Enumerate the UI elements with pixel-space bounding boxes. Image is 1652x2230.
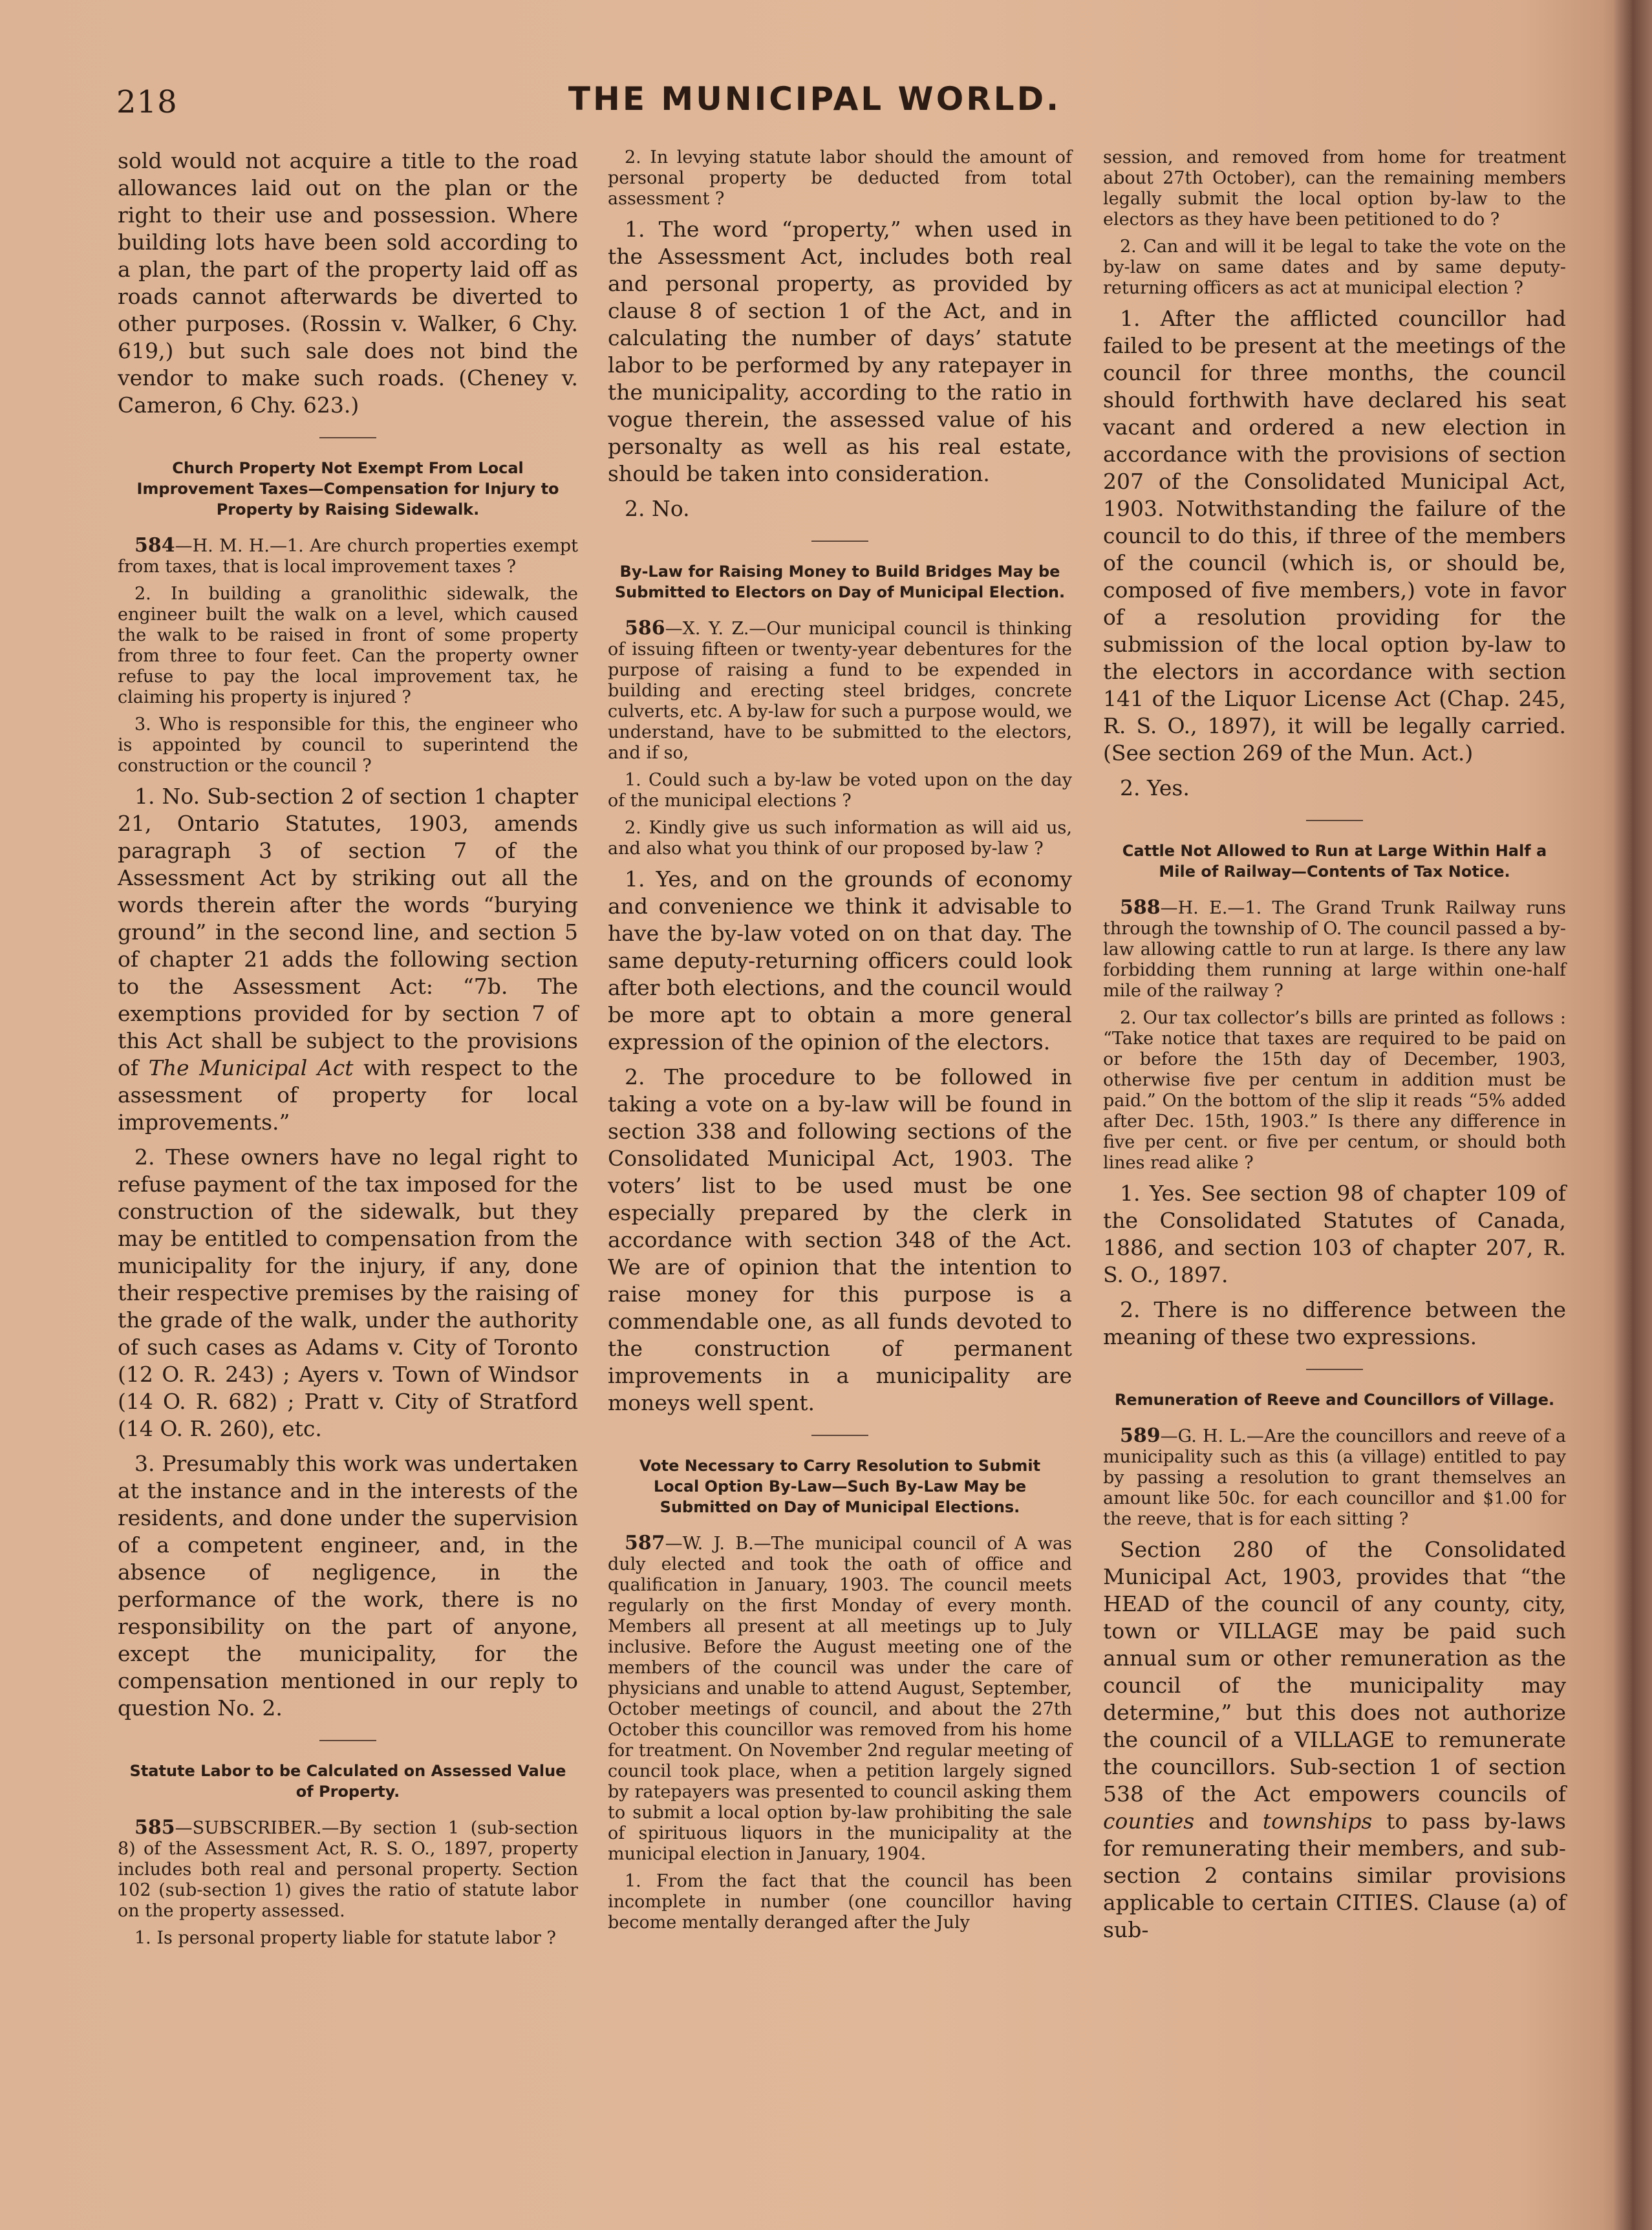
question-text: —SUBSCRIBER.—By section 1 (sub-section 8) of the Assessment Act, R. S. O., 1897, property includes both real and personal property. Section 102 (sub-section 1) gives the ratio of statute labor on the property assessed. xyxy=(118,1818,578,1921)
answer: 2. The procedure to be followed in taking a vote on a by-law will be found in section 338 and following sections of the Consolidated Municipal Act, 1903. The voters’ list to be used must be one especially prepared by the clerk in accordance with section 348 of the Act. We are of opinion that the intention to raise money for this purpose is a commendable one, as all funds devoted to the construction of permanent improvements in a municipality are moneys well spent. xyxy=(608,1064,1072,1415)
question-number: 585 xyxy=(134,1816,175,1839)
question-number: 586 xyxy=(625,617,665,639)
answer-text: Section 280 of the Consolidated Municipal Act, 1903, provides that “the HEAD of the council of any county, city, town or VILLAGE may be paid such annual sum or other remuneration as the council of the municipality may determine,” but this does not authorize the council of a VILLAGE to remunerate the councillors. Sub-section 1 of section 538 of the Act empowers councils of xyxy=(1103,1537,1566,1807)
question: 2. In building a granolithic sidewalk, the engineer built the walk on a level, which caused the walk to be raised in front of some property from three to four feet. Can the property owner refuse to pay the local improvement tax, he claiming his property is injured ? xyxy=(118,584,578,707)
section-heading: Church Property Not Exempt From Local Improvement Taxes—Compensation for Injury to Property by Raising Sidewalk. xyxy=(136,459,559,519)
question-text: —H. M. H.—1. Are church properties exempt from taxes, that is local improvement taxes ? xyxy=(118,536,578,577)
answer-text: with respect to the assessment of property for local improvements.” xyxy=(118,1055,578,1135)
section-heading: Remuneration of Reeve and Councillors of Village. xyxy=(1114,1391,1555,1409)
answer-text: and xyxy=(1208,1808,1249,1834)
running-title: THE MUNICIPAL WORLD. xyxy=(568,80,1062,118)
question-number: 589 xyxy=(1120,1424,1161,1447)
question: 2. In levying statute labor should the amount of personal property be deducted from total assessment ? xyxy=(608,147,1072,209)
question: 2. Kindly give us such information as will aid us, and also what you think of our proposed by-law ? xyxy=(608,818,1072,859)
column-right xyxy=(1103,147,1566,1951)
answer: 2. These owners have no legal right to refuse payment of the tax imposed for the construction of the sidewalk, but they may be entitled to compensation from the municipality for the injury, if any, done their respective premises by the raising of the grade of the walk, under the authority of such cases as Adams v. City of Toronto (12 O. R. 243) ; Ayers v. Town of Windsor (14 O. R. 682) ; Pratt v. City of Stratford (14 O. R. 260), etc. xyxy=(118,1144,578,1441)
page-header xyxy=(116,78,1513,136)
answer: 2. No. xyxy=(625,496,690,521)
answer: 3. Presumably this work was undertaken at the instance and in the interests of the residents, and done under the supervision of a competent engineer, and, in the absence of negligence, in the performance of the work, there is no responsibility on the part of anyone, except the municipality, for the compensation mentioned in our reply to question No. 2. xyxy=(118,1451,578,1721)
section-heading: By-Law for Raising Money to Build Bridges May be Submitted to Electors on Day of Municipal Election. xyxy=(614,563,1066,601)
divider xyxy=(319,437,376,438)
answer xyxy=(118,783,578,1136)
question xyxy=(118,535,578,577)
page-edge xyxy=(1614,0,1652,2230)
section-heading: Cattle Not Allowed to Run at Large Within Half a Mile of Railway—Contents of Tax Notice. xyxy=(1122,842,1547,881)
answer: 2. There is no difference between the meaning of these two expressions. xyxy=(1103,1297,1566,1349)
italic-word: counties xyxy=(1103,1808,1195,1834)
column-left xyxy=(118,147,578,1955)
page-number: 218 xyxy=(116,84,178,120)
question: 1. From the fact that the council has been incomplete in number (one councillor having become mentally deranged after the July xyxy=(608,1871,1072,1933)
question: 1. Is personal property liable for statute labor ? xyxy=(134,1928,557,1948)
answer xyxy=(1103,1536,1566,1944)
divider xyxy=(811,1435,868,1436)
answer: 1. The word “property,” when used in the Assessment Act, includes both real and personal property, as provided by clause 8 of section 1 of the Act, and in calculating the number of days’ statute labor to be performed by any ratepayer in the municipality, according to the ratio in vogue therein, the assessed value of his personalty as well as his real estate, should be taken into consideration. xyxy=(608,217,1072,486)
divider xyxy=(1306,1369,1363,1370)
question xyxy=(1103,1426,1566,1530)
question-number: 587 xyxy=(625,1532,665,1554)
question: 2. Our tax collector’s bills are printed as follows : “Take notice that taxes are required to be paid on or before the 15th day of December, 1903, otherwise five per centum in addition must be paid.” On the bottom of the slip it reads “5% added after Dec. 15th, 1903.” Is there any difference in five per cent. or five per centum, or should both lines read alike ? xyxy=(1103,1008,1566,1173)
divider xyxy=(319,1740,376,1741)
answer: 1. Yes, and on the grounds of economy and convenience we think it advisable to have the by-law voted on on that day. The same deputy-returning officers could look after both elections, and the council would be more apt to obtain a more general expression of the opinion of the electors. xyxy=(608,866,1072,1055)
answer-text: to pass by-laws for remunerating their members, and sub-section 2 contains similar provisions applicable to certain CITIES. Clause (a) of sub- xyxy=(1103,1808,1566,1942)
question: 2. Can and will it be legal to take the vote on the by-law on same dates and by same deputy-returning officers as act at municipal election ? xyxy=(1103,237,1566,298)
answer-text: 1. No. Sub-section 2 of section 1 chapter 21, Ontario Statutes, 1903, amends paragraph 3 of section 7 of the Assessment Act by striking out all the words therein after the words “burying ground” in the second line, and section 5 of chapter 21 adds the following section to the Assessment Act: “7b. The exemptions provided for by section 7 of this Act shall be subject to the provisions of xyxy=(118,784,578,1080)
question-number: 588 xyxy=(1120,896,1161,919)
answer: 2. Yes. xyxy=(1120,775,1190,800)
divider xyxy=(1306,820,1363,821)
question: 1. Could such a by-law be voted upon on the day of the municipal elections ? xyxy=(608,770,1072,811)
question-text: —H. E.—1. The Grand Trunk Railway runs through the township of O. The council passed a by-law allowing cattle to run at large. Is there any law forbidding them running at large within one-half mile of the railway ? xyxy=(1103,898,1566,1001)
question xyxy=(608,618,1072,764)
column-middle xyxy=(608,147,1072,1940)
divider xyxy=(811,541,868,542)
question-text: —W. J. B.—The municipal council of A was duly elected and took the oath of office and qualification in January, 1903. The council meets regularly on the first Monday of every month. Members all present at all meetings up to July inclusive. Before the August meeting one of the members of the council was under the care of physicians and unable to attend August, September, October meetings of council, and about the 27th October this councillor was removed from his home for treatment. On November 2nd regular meeting of council took place, when a petition largely signed by ratepayers was presented to council asking them to submit a local option by-law prohibiting the sale of spirituous liquors in the municipality at the municipal election in January, 1904. xyxy=(608,1534,1072,1864)
question-number: 584 xyxy=(134,534,175,557)
italic-title: The Municipal Act xyxy=(148,1055,354,1080)
question xyxy=(1103,897,1566,1002)
question xyxy=(118,1817,578,1922)
section-heading: Vote Necessary to Carry Resolution to Submit Local Option By-Law—Such By-Law May be Submitted on Day of Municipal Elections. xyxy=(639,1457,1041,1516)
question-text: —X. Y. Z.—Our municipal council is thinking of issuing fifteen or twenty-year debentures for the purpose of raising a fund to be expended in building and erecting steel bridges, concrete culverts, etc. A by-law for such a purpose would, we understand, have to be submitted to the electors, and if so, xyxy=(608,619,1072,763)
answer: 1. Yes. See section 98 of chapter 109 of the Consolidated Statutes of Canada, 1886, and section 103 of chapter 207, R. S. O., 1897. xyxy=(1103,1181,1566,1287)
question: session, and removed from home for treatment about 27th October), can the remaining members legally submit the local option by-law to the electors as they have been petitioned to do ? xyxy=(1103,147,1566,230)
italic-word: townships xyxy=(1262,1808,1373,1834)
answer: 1. After the afflicted councillor had failed to be present at the meetings of the council for three months, the council should forthwith have declared his seat vacant and ordered a new election in accordance with the provisions of section 207 of the Consolidated Municipal Act, 1903. Notwithstanding the failure of the council to do this, if three of the members of the council (which is, or should be, composed of five members,) vote in favor of a resolution providing for the submission of the local option by-law to the electors in accordance with section 141 of the Liquor License Act (Chap. 245, R. S. O., 1897), it will be legally carried. (See section 269 of the Mun. Act.) xyxy=(1103,306,1566,766)
paragraph: sold would not acquire a title to the road allowances laid out on the plan or the right to their use and possession. Where building lots have been sold according to a plan, the part of the property laid off as roads cannot afterwards be diverted to other purposes. (Rossin v. Walker, 6 Chy. 619,) but such sale does not bind the vendor to make such roads. (Cheney v. Cameron, 6 Chy. 623.) xyxy=(118,148,578,418)
question: 3. Who is responsible for this, the engineer who is appointed by council to superintend the construction or the council ? xyxy=(118,714,578,776)
question-text: —G. H. L.—Are the councillors and reeve of a municipality such as this (a village) entitled to pay by passing a resolution to grant themselves an amount like 50c. for each councillor and $1.00 for the reeve, that is for each sitting ? xyxy=(1103,1426,1566,1529)
section-heading: Statute Labor to be Calculated on Assessed Value of Property. xyxy=(129,1762,566,1801)
question xyxy=(608,1533,1072,1865)
